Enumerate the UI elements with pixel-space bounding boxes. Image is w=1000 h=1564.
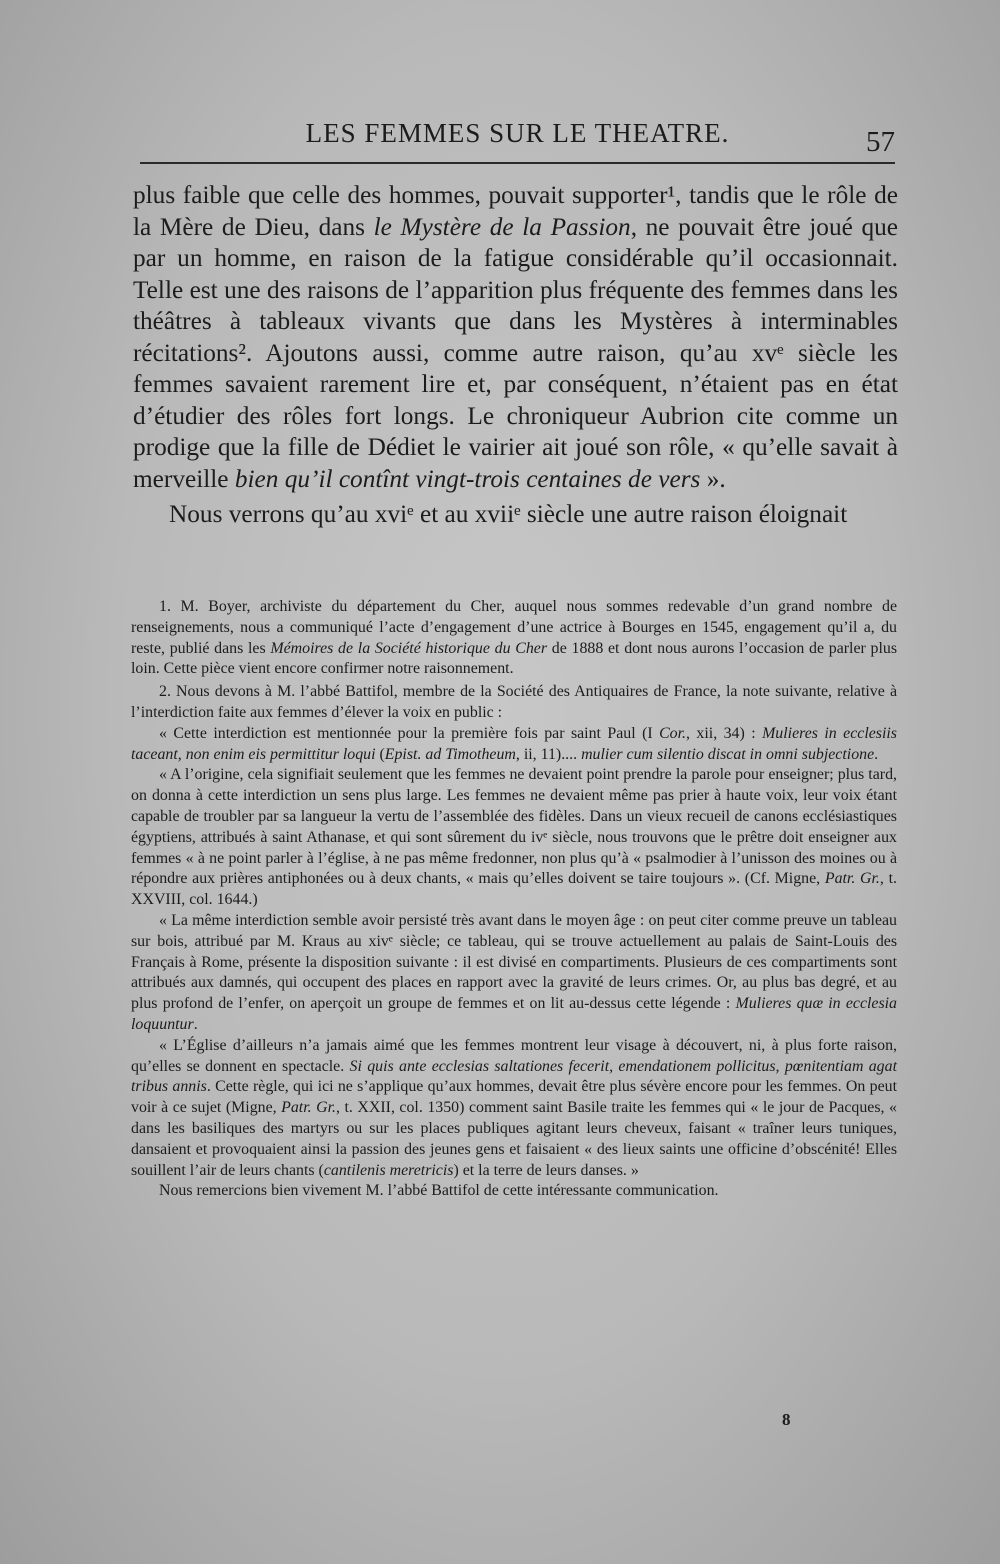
footnote-quote-4: [131, 1036, 897, 1182]
running-title: LES FEMMES SUR LE THEATRE.: [305, 118, 730, 148]
footnotes: [131, 597, 897, 1202]
text-run: . Cette règle, qui ici ne s’applique qu’aux hommes, devait être plus sévère encore pour les femmes. On peut voir à ce sujet (Migne,: [131, 1078, 897, 1117]
text-run: de 1888 et dont nous aurons l’occasion de parler plus loin. Cette pièce vient encore confirmer notre raisonnement.: [131, 639, 898, 678]
italic-run: Patr. Gr.: [824, 870, 880, 888]
text-run: .: [193, 1015, 198, 1033]
text-run: , t. XXII, col. 1350) comment saint Basile traite les femmes qui « le jour de Pacques, « dans les basiliques des martyrs ou sur les places publiques agitant leurs cheveux, faisant « traîner leurs tuniques, dansaient et provoquaient ainsi la passion des jeunes gens et faisaient « des lieux saints une officine d’obscénité! Elles souillent l’air de leurs chants (: [131, 1099, 897, 1179]
text-run: .: [874, 745, 879, 763]
italic-run: bien qu’il contînt vingt-trois centaines de vers: [234, 464, 701, 493]
text-run: , xii, 34) :: [686, 724, 763, 742]
text-run: (: [375, 745, 385, 763]
body-paragraph-1: [133, 180, 898, 495]
text-run: « Cette interdiction est mentionnée pour la première fois par saint Paul (I: [159, 724, 660, 742]
body-paragraph-2: Nous verrons qu’au xviᵉ et au xviiᵉ siècle une autre raison éloignait: [169, 500, 848, 528]
page-number: 57: [866, 126, 895, 158]
italic-run: Epist. ad Timotheum: [384, 745, 516, 763]
italic-run: Mulieres quæ in ecclesia loquuntur: [131, 995, 898, 1033]
footnote-quote-1: [131, 724, 897, 766]
text-run: ».: [700, 464, 726, 493]
signature-mark: 8: [782, 1410, 791, 1429]
text-run: 1. M. Boyer, archiviste du département du Cher, auquel nous sommes redevable d’un grand nombre de renseignements, nous a communiqué l’acte d’engagement d’une actrice à Bourges en 1545, engagement qu’il a, du reste, publié dans les: [131, 598, 897, 657]
text-run: « L’Église d’ailleurs n’a jamais aimé que les femmes montrent leur visage à découvert, ni, à plus forte raison, qu’elles se donnent en spectacle.: [131, 1036, 897, 1075]
text-run: , t. XXVIII, col. 1644.): [131, 870, 897, 909]
text-run: ) et la terre de leurs danses. »: [453, 1161, 639, 1179]
text-run: , ne pouvait être joué que par un homme, en raison de la fatigue considérable qu’il occasionnait. Telle est une des raisons de l’apparition plus fréquente des femmes dans les théâtres à tableaux vivants que dans les Mystères à interminables récitations². Ajoutons aussi, comme autre raison, qu’au xvᵉ siècle les femmes savaient rarement lire et, par conséquent, n’étaient pas en état d’étudier des rôles fort longs. Le chroniqueur Aubrion cite comme un prodige que la fille de Dédiet le vairier ait joué son rôle, « qu’elle savait à merveille: [133, 212, 898, 493]
italic-run: le Mystère de la Passion: [373, 212, 631, 241]
italic-run: Mémoires de la Société historique du Cher: [270, 639, 548, 657]
text-run: , ii, 11)....: [515, 745, 582, 763]
footnote-quote-3: [131, 911, 897, 1036]
footnote-quote-2: [131, 765, 897, 911]
footnote-2: 2. Nous devons à M. l’abbé Battifol, membre de la Société des Antiquaires de France, la note suivante, relative à l’interdiction faite aux femmes d’élever la voix en public :: [131, 683, 897, 721]
italic-run: Patr. Gr.: [281, 1099, 336, 1117]
main-text: [133, 180, 898, 531]
italic-run: cantilenis meretricis: [323, 1161, 454, 1179]
text-run: « La même interdiction semble avoir persisté très avant dans le moyen âge : on peut citer comme preuve un tableau sur bois, attribué par M. Kraus au xivᵉ siècle; ce tableau, qui se trouve actuellement au palais de Saint-Louis des Français à Rome, présente la disposition suivante : il est divisé en compartiments. Plusieurs de ces compartiments sont attribués aux damnés, qui occupent des places en rapport avec la gravité de leurs crimes. Or, au plus bas degré, et au plus profond de l’enfer, on aperçoit un groupe de femmes et on lit au-dessus cette légende :: [131, 911, 897, 1013]
text-run: « A l’origine, cela signifiait seulement que les femmes ne devaient point prendre la parole pour enseigner; plus tard, on donna à cette interdiction un sens plus large. Les femmes ne devaient même pas prier à haute voix, leur voix étant capable de troubler par sa langueur la vertu de l’assemblée des fidèles. Dans un vieux recueil de canons ecclésiastiques égyptiens, attribués à saint Athanase, et qui sont sûrement du ivᵉ siècle, nous trouvons que le prêtre doit enseigner aux femmes « à ne point parler à l’église, à ne pas même fredonner, non plus qu’à « psalmodier à l’unisson des moines ou à répondre aux prières antiphonées ou à deux chants, « mais qu’elles doivent se taire toujours ». (Cf. Migne,: [131, 766, 897, 888]
italic-run: Si quis ante ecclesias saltationes fecerit, emendationem pollicitus, pœnitentiam agat tribus annis: [131, 1057, 897, 1096]
footnote-thanks: Nous remercions bien vivement M. l’abbé Battifol de cette intéressante communication.: [159, 1182, 719, 1200]
italic-run: Mulieres in ecclesiis taceant, non enim eis permittitur loqui: [131, 724, 897, 763]
italic-run: mulier cum silentio discat in omni subjectione: [581, 745, 875, 763]
italic-run: Cor.: [659, 724, 687, 742]
running-header: [140, 118, 895, 164]
text-run: plus faible que celle des hommes, pouvait supporter¹, tandis que le rôle de la Mère de Dieu, dans: [133, 181, 898, 241]
footnote-1: [131, 597, 897, 680]
